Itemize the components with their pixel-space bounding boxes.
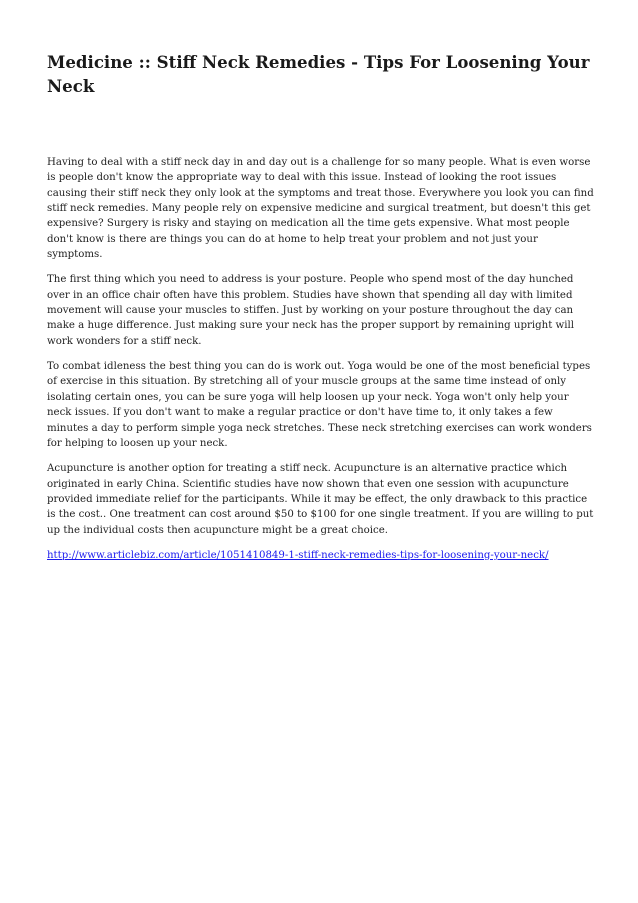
paragraph-exercise: To combat idleness the best thing you can do is work out. Yoga would be one of the most beneficial types of exercise in this situation. By stretching all of your muscle groups at the same time instead of only isolating certain ones, you can be sure yoga will help loosen up your neck. Yoga won't only help your neck issues. If you don't want to make a regular practice or don't have time to, it only takes a few minutes a day to perform simple yoga neck stretches. These neck stretching exercises can work wonders for helping to loosen up your neck. bbox=[47, 361, 592, 449]
paragraph-acupuncture: Acupuncture is another option for treating a stiff neck. Acupuncture is an alternative practice which originated in early China. Scientific studies have now shown that even one session with acupuncture provided immediate relief for the participants. While it may be effect, the only drawback to this practice is the cost.. One treatment can cost around $50 to $100 for one single treatment. If you are willing to put up the individual costs then acupuncture might be a great choice. bbox=[47, 463, 594, 536]
source-link[interactable]: http://www.articlebiz.com/article/1051410849-1-stiff-neck-remedies-tips-for-loosening-your-neck/ bbox=[47, 549, 549, 561]
page-title: Medicine :: Stiff Neck Remedies - Tips For Loosening Your Neck bbox=[47, 52, 590, 96]
paragraph-intro: Having to deal with a stiff neck day in and day out is a challenge for so many people. What is even worse is people don't know the appropriate way to deal with this issue. Instead of looking the root issues causing their stiff neck they only look at the symptoms and treat those. Everywhere you look you can find stiff neck remedies. Many people rely on expensive medicine and surgical treatment, but doesn't this get expensive? Surgery is risky and staying on medication all the time gets expensive. What most people don't know is there are things you can do at home to help treat your problem and not just your symptoms. bbox=[47, 157, 594, 261]
article-body bbox=[47, 155, 595, 563]
paragraph-posture: The first thing which you need to address is your posture. People who spend most of the day hunched over in an office chair often have this problem. Studies have shown that spending all day with limited movement will cause your muscles to stiffen. Just by working on your posture throughout the day can make a huge difference. Just making sure your neck has the proper support by remaining upright will work wonders for a stiff neck. bbox=[47, 274, 575, 347]
